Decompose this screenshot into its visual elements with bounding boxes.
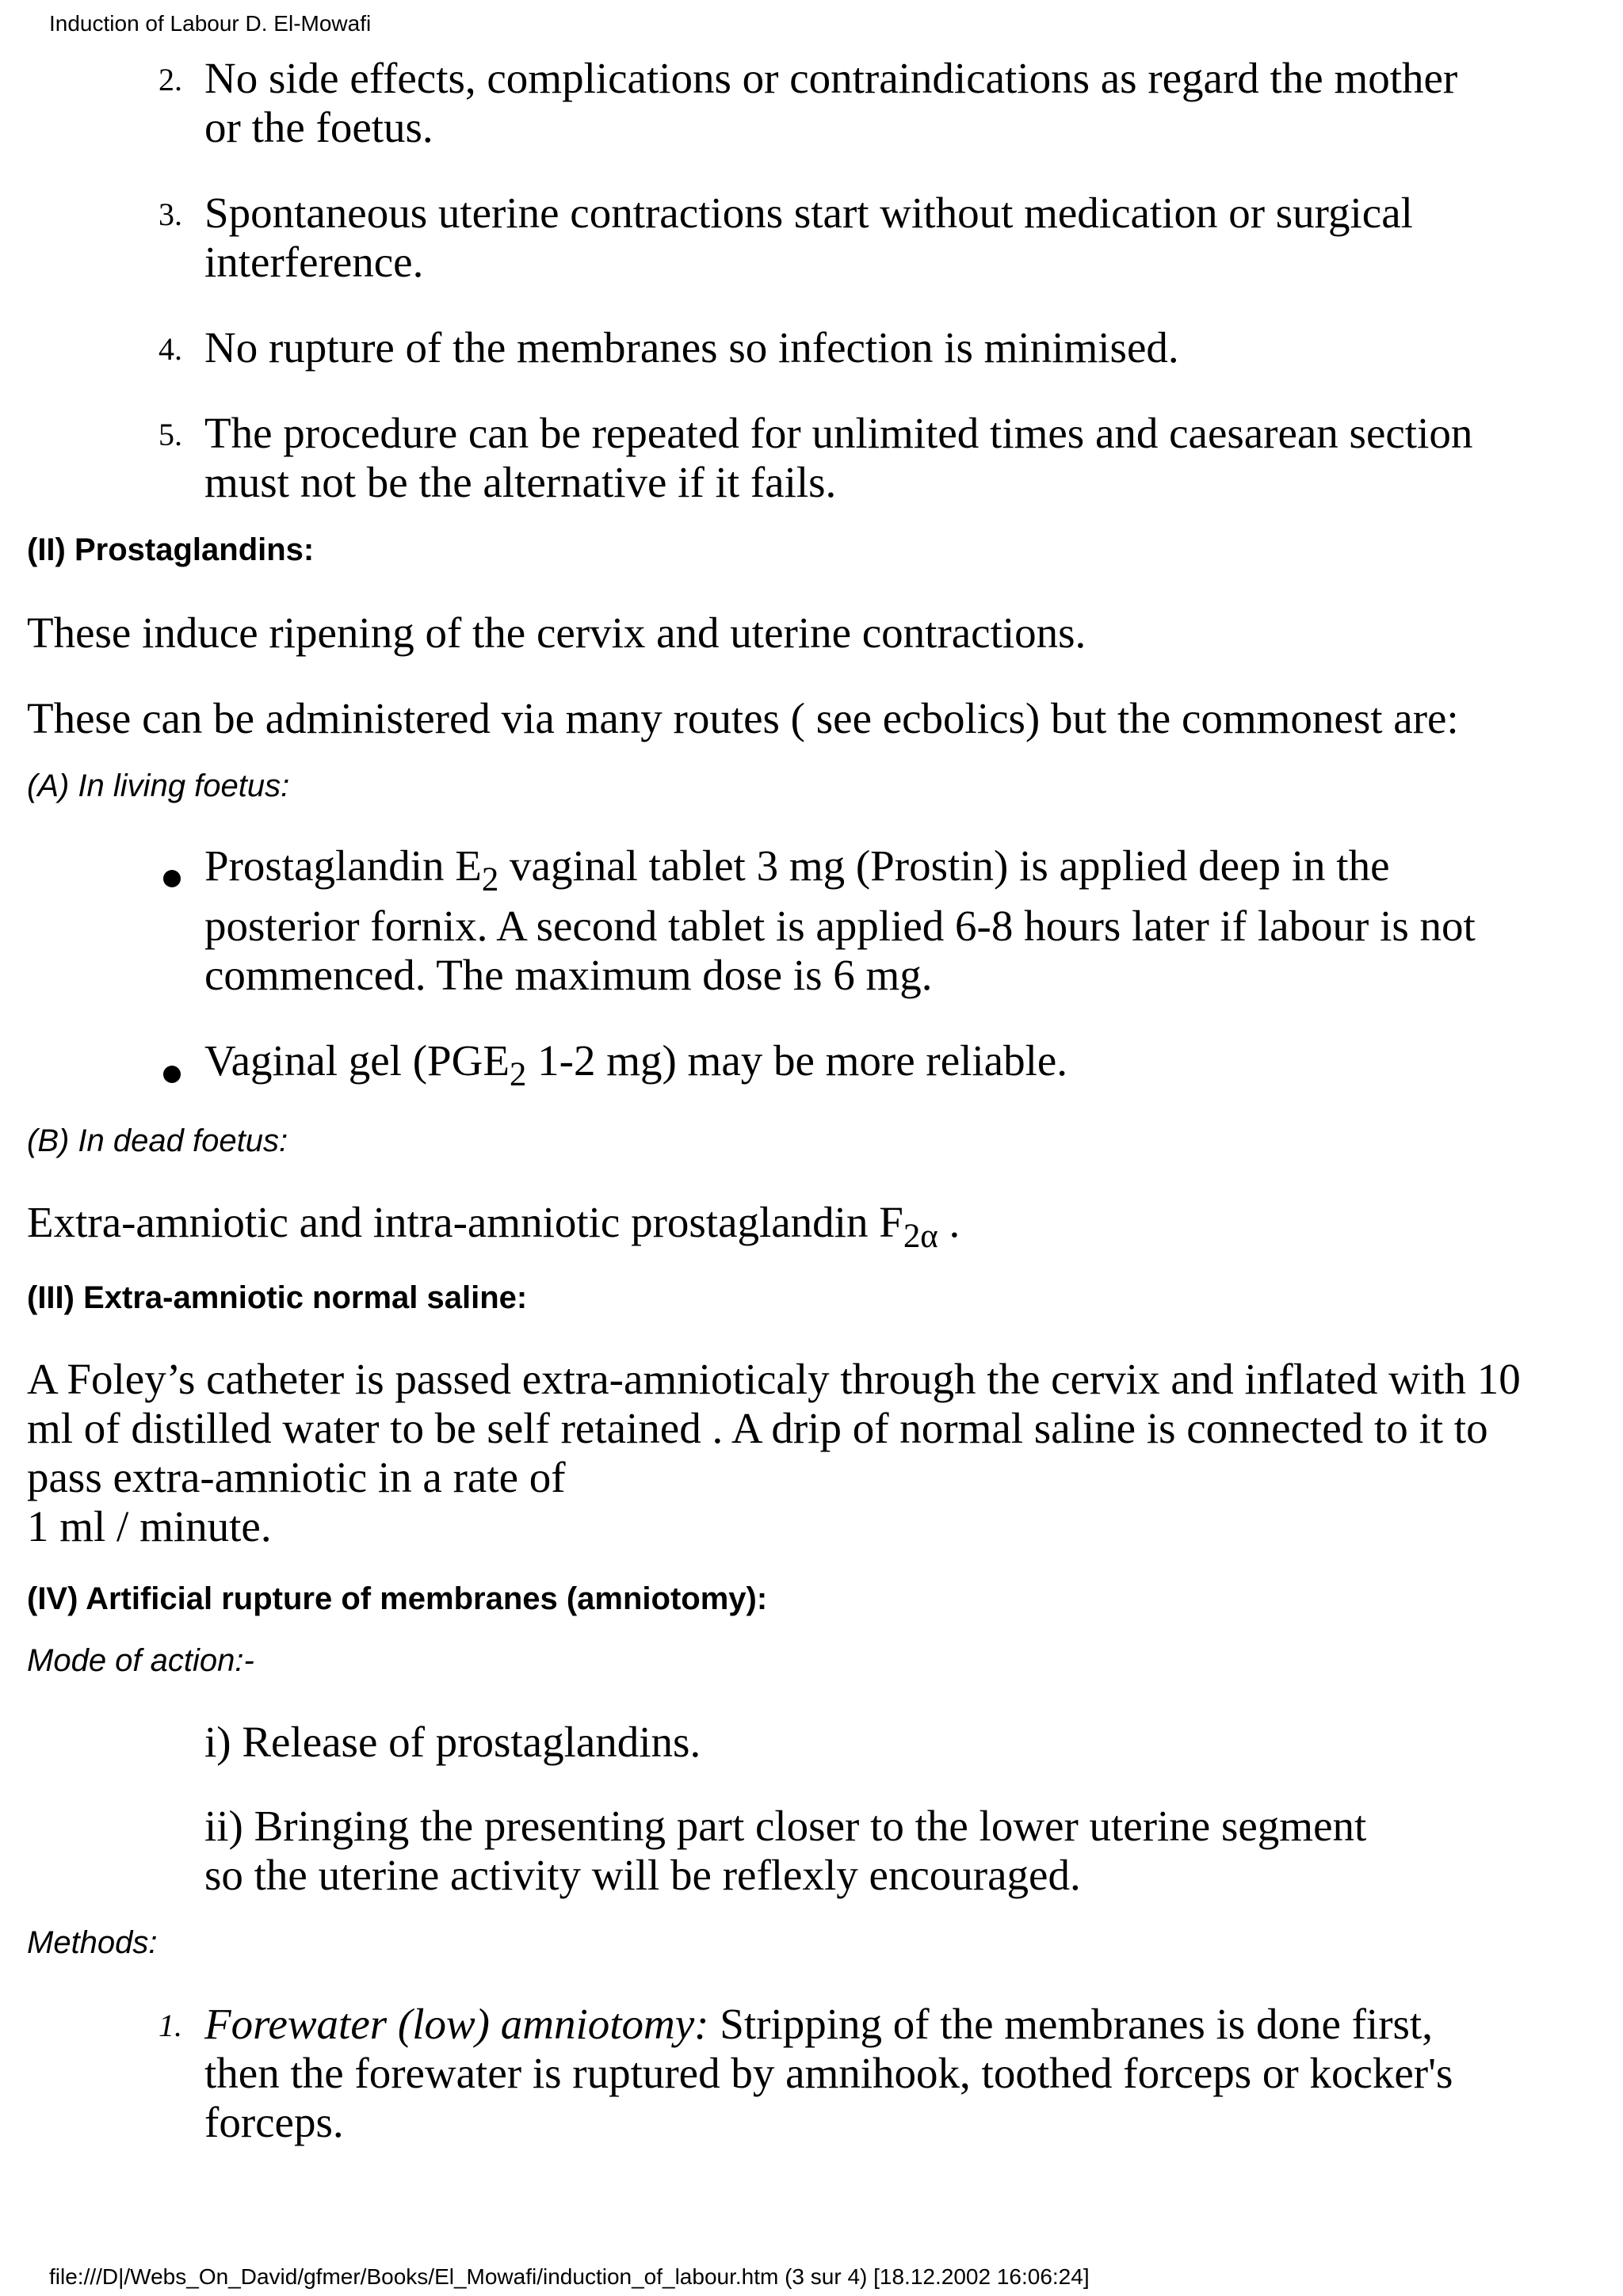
paragraph-line: ml of distilled water to be self retained . A drip of normal saline is connected to it to <box>27 1404 1488 1452</box>
page-footer-path: file:///D|/Webs_On_David/gfmer/Books/El_Mowafi/induction_of_labour.htm (3 sur 4) [18.12.2002 16:06:24] <box>49 2264 1090 2289</box>
bullet-icon <box>163 1066 181 1083</box>
list-item-line: interference. <box>204 238 424 286</box>
section-heading-prostaglandins: (II) Prostaglandins: <box>27 532 315 567</box>
paragraph-line: pass extra-amniotic in a rate of <box>27 1453 566 1501</box>
paragraph: Extra-amniotic and intra-amniotic prostaglandin $F_{2\alpha}$ . <box>27 1198 960 1255</box>
list-item-number: 5. <box>158 417 182 452</box>
paragraph-line: 1 ml / minute. <box>27 1502 272 1550</box>
paragraph-line: A Foley’s catheter is passed extra-amnioticaly through the cervix and inflated with 10 <box>27 1355 1521 1403</box>
section-heading-saline: (III) Extra-amniotic normal saline: <box>27 1280 528 1315</box>
list-item-number: 2. <box>158 62 182 97</box>
list-item-line: The procedure can be repeated for unlimited times and caesarean section <box>204 409 1473 457</box>
paragraph: These induce ripening of the cervix and uterine contractions. <box>27 608 1086 657</box>
running-header: Induction of Labour D. El-Mowafi <box>49 11 372 36</box>
bullet-item-line: Vaginal gel ($PGE_2$ 1-2 mg) may be more reliable. <box>204 1036 1068 1093</box>
list-item-line: Spontaneous uterine contractions start without medication or surgical <box>204 189 1413 237</box>
mode-item: i) Release of prostaglandins. <box>204 1718 701 1766</box>
method-line: Forewater (low) amniotomy: Stripping of the membranes is done first, <box>204 2000 1433 2048</box>
bullet-item-line: commenced. The maximum dose is 6 mg. <box>204 951 933 999</box>
list-item-line: or the foetus. <box>204 103 433 151</box>
list-item-line: No rupture of the membranes so infection is minimised. <box>204 323 1179 372</box>
paragraph: These can be administered via many routes ( see ecbolics) but the commonest are: <box>27 694 1459 742</box>
method-number: 1. <box>158 2008 182 2043</box>
mode-item-line: so the uterine activity will be reflexly encouraged. <box>204 1851 1081 1899</box>
method-line: then the forewater is ruptured by amnihook, toothed forceps or kocker's <box>204 2049 1453 2097</box>
method-term: Forewater (low) amniotomy: <box>204 2000 709 2048</box>
bullet-item-line: posterior fornix. A second tablet is applied 6-8 hours later if labour is not <box>204 902 1476 950</box>
subheading-living-foetus: (A) In living foetus: <box>27 769 290 803</box>
subheading-methods: Methods: <box>27 1925 158 1960</box>
subheading-mode-of-action: Mode of action:- <box>27 1643 254 1678</box>
section-heading-amniotomy: (IV) Artificial rupture of membranes (amniotomy): <box>27 1581 768 1616</box>
subheading-dead-foetus: (B) In dead foetus: <box>27 1123 288 1158</box>
list-item-number: 3. <box>158 196 182 232</box>
mode-item-line: ii) Bringing the presenting part closer to the lower uterine segment <box>204 1802 1367 1850</box>
bullet-item-line: Prostaglandin $E_2$ vaginal tablet 3 mg (Prostin) is applied deep in the <box>204 841 1390 898</box>
method-line: forceps. <box>204 2098 344 2146</box>
bullet-icon <box>163 870 181 887</box>
list-item-line: No side effects, complications or contraindications as regard the mother <box>204 54 1458 102</box>
list-item-line: must not be the alternative if it fails. <box>204 458 837 506</box>
list-item-number: 4. <box>158 331 182 367</box>
